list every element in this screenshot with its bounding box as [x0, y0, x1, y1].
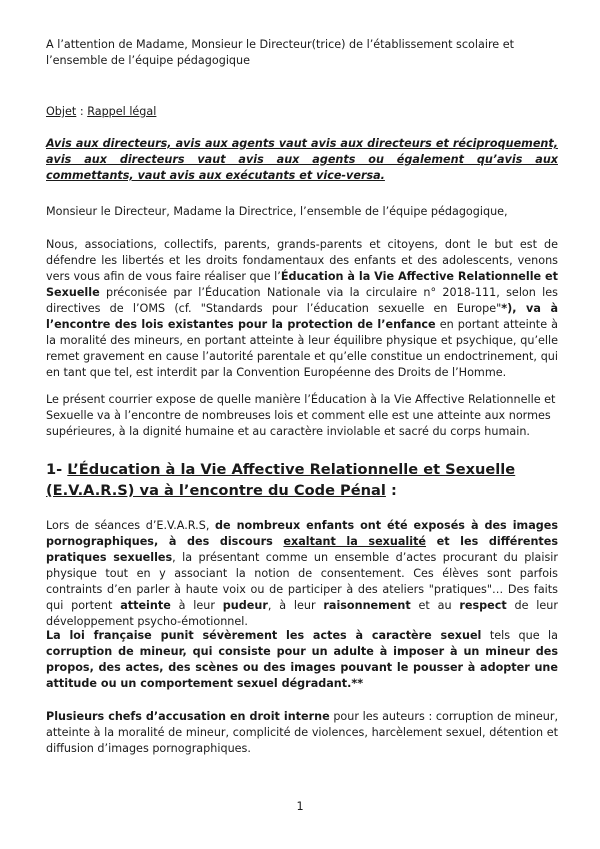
paragraph-chefs-accusation [46, 709, 558, 757]
salutation: Monsieur le Directeur, Madame la Directrice, l’ensemble de l’équipe pédagogique, [46, 205, 508, 218]
intro-bold-1: Éducation à la Vie Affective Relationnelle et Sexuelle [46, 270, 558, 299]
attention-line: A l’attention de Madame, Monsieur le Directeur(trice) de l’établissement scolaire et l’ensemble de l’équipe pédagogique [46, 38, 515, 67]
page-number: 1 [296, 800, 304, 813]
intro-paragraph [46, 237, 558, 381]
p2-bold-2: corruption de mineur, qui consiste pour un adulte à imposer à un mineur des propos, des actes, des scènes ou des images pouvant le pousser à adopter une attitude ou un comportement sexuel dégradant.** [46, 645, 558, 690]
p1-text-5: et au [410, 599, 460, 612]
objet-separator: : [76, 105, 88, 118]
objet-value: Rappel légal [87, 105, 157, 118]
notice-paragraph: Avis aux directeurs, avis aux agents vaut avis aux directeurs et réciproquement, avis aux directeurs vaut avis aux agents ou également qu’avis aux commettants, vaut avis aux exécutants et vice-versa. [46, 137, 558, 182]
p1-bold-respect: respect [459, 599, 507, 612]
p1-text-1: Lors de séances d’E.V.A.R.S, [46, 519, 216, 532]
objet-line [46, 104, 558, 120]
p3-bold-1: Plusieurs chefs d’accusation en droit interne [46, 710, 330, 723]
p1-bold-underline: exaltant la sexualité [283, 535, 427, 548]
intro-text-1: Nous, associations, collectifs, parents, grands-parents et citoyens, dont le but est de défendre les libertés et les droits fondamentaux des enfants et des adolescents, venons vers vous afin de vous faire réaliser que l’ [46, 238, 558, 283]
intro-bold-2: *), va à l’encontre des lois existantes pour la protection de l’enfance [46, 302, 558, 331]
p3-text-1: pour les auteurs : corruption de mineur, atteinte à la moralité de mineur, complicité de violences, harcèlement sexuel, détention et diffusion d’images pornographiques. [46, 710, 558, 755]
p1-bold-1: de nombreux enfants ont été exposés à des images pornographiques, à des discours [46, 519, 558, 548]
paragraph-loi-francaise [46, 628, 558, 692]
p1-bold-atteinte: atteinte [120, 599, 171, 612]
p1-bold-raisonnement: raisonnement [323, 599, 411, 612]
p2-bold-1: La loi française punit sévèrement les actes à caractère sexuel [46, 629, 482, 642]
courrier-paragraph: Le présent courrier expose de quelle manière l’Éducation à la Vie Affective Relationnelle et Sexuelle va à l’encontre de nombreuses lois et comment elle est une atteinte aux normes supérieures, à la dignité humaine et au caractère inviolable et sacré du corps humain. [46, 393, 556, 438]
section-1-number: 1- [46, 461, 68, 478]
section-1-colon: : [385, 482, 397, 499]
p1-text-6: de leur développement psycho-émotionnel. [46, 599, 558, 628]
p1-text-3: à leur [170, 599, 223, 612]
section-1-heading [46, 459, 558, 501]
p1-bold-pudeur: pudeur [222, 599, 268, 612]
paragraph-evars-seances [46, 518, 558, 630]
p1-text-2: , la présentant comme un ensemble d’actes procurant du plaisir physique tout en y associant la notion de consentement. Ces élèves sont parfois contraints d’en parler à haute voix ou de participer à des ateliers "pratiques"… Des faits qui portent [46, 551, 558, 612]
p1-text-4: , à leur [267, 599, 324, 612]
p2-text-1: tels que la [481, 629, 558, 642]
objet-label: Objet [46, 105, 77, 118]
intro-text-2: préconisée par l’Éducation Nationale via la circulaire n° 2018-111, selon les directives de l’OMS (cf. "Standards pour l’éducation sexuelle en Europe" [46, 286, 558, 315]
intro-text-3: en portant atteinte à la moralité des mineurs, en portant atteinte à leur équilibre physique et psychique, qu’elle remet gravement en cause l’autorité parentale et qu’elle constitue un endoctrinement, qui en tant que tel, est interdit par la Convention Européenne des Droits de l’Homme. [46, 318, 558, 379]
section-1-title: L’Éducation à la Vie Affective Relationnelle et Sexuelle (E.V.A.R.S) va à l’encontre du Code Pénal [46, 461, 516, 499]
p1-bold-2: et les différentes pratiques sexuelles [46, 535, 559, 564]
